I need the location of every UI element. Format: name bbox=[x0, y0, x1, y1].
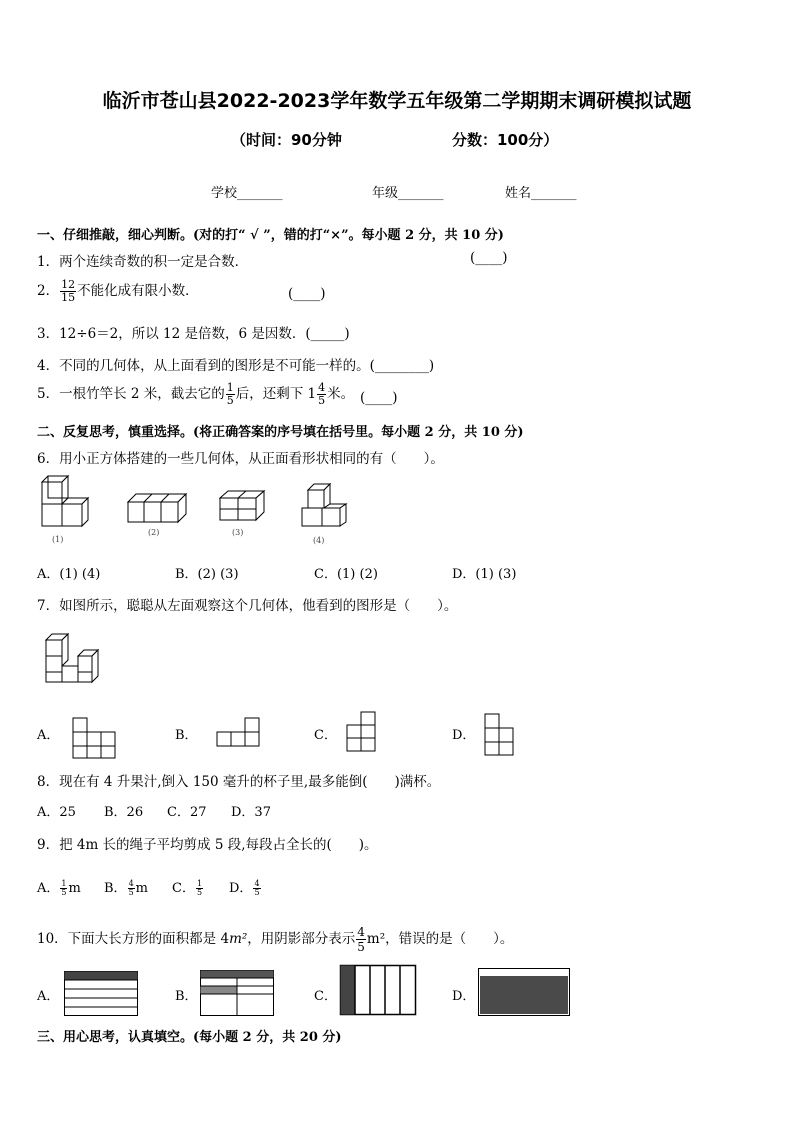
q6-figure-2 bbox=[126, 492, 190, 524]
fraction-numerator: 1 bbox=[61, 879, 67, 888]
q9-option-b[interactable] bbox=[104, 877, 148, 897]
q9-option-b-label: B． bbox=[104, 881, 127, 896]
exam-time: （时间：90分钟 bbox=[231, 131, 342, 149]
question-2-text: 不能化成有限小数． bbox=[77, 283, 199, 299]
q9-option-a[interactable] bbox=[37, 877, 81, 897]
q10-option-c[interactable]: C． bbox=[314, 989, 337, 1004]
question-5-post: 米。 bbox=[327, 386, 355, 402]
fraction-denominator: 5 bbox=[318, 394, 326, 407]
question-5-mid: 后，还剩下 1 bbox=[235, 386, 317, 402]
page-title: 临沂市苍山县2022-2023学年数学五年级第二学期期末调研模拟试题 bbox=[102, 90, 692, 112]
fraction-denominator: 5 bbox=[61, 888, 67, 897]
school-field: 学校_______ bbox=[211, 186, 283, 201]
q9-option-d-fraction bbox=[253, 880, 260, 897]
fraction-denominator: 5 bbox=[226, 394, 234, 407]
question-10-mid: ，用阴影部分表示 bbox=[247, 931, 356, 947]
question-1: 1．两个连续奇数的积一定是合数． bbox=[37, 254, 249, 270]
question-7: 7．如图所示，聪聪从左面观察这个几何体，他看到的图形是（ ）。 bbox=[37, 598, 458, 614]
q9-option-d-label: D． bbox=[229, 881, 253, 896]
q7-option-a-figure bbox=[72, 717, 116, 759]
question-3: 3．12÷6＝2，所以 12 是倍数，6 是因数．(_____) bbox=[37, 326, 350, 342]
q6-figure-4-label: (4) bbox=[313, 536, 325, 545]
question-5-blank: (____) bbox=[360, 390, 398, 406]
q10-option-d[interactable]: D． bbox=[452, 989, 476, 1004]
q9-option-c-fraction bbox=[196, 880, 203, 897]
q8-option-a[interactable]: A．25 bbox=[37, 805, 76, 820]
fraction-numerator: 1 bbox=[226, 381, 234, 394]
q6-figure-1-label: (1) bbox=[52, 535, 64, 544]
fraction-denominator: 5 bbox=[128, 888, 134, 897]
question-8: 8．现在有 4 升果汁,倒入 150 毫升的杯子里,最多能倒( )满杯。 bbox=[37, 774, 441, 790]
q6-figure-3 bbox=[218, 490, 268, 522]
fraction-denominator: 5 bbox=[357, 940, 365, 954]
fraction-4-5 bbox=[356, 925, 366, 954]
question-2-blank: (____) bbox=[288, 286, 326, 302]
q10-option-a[interactable]: A． bbox=[37, 989, 60, 1004]
q7-option-a[interactable]: A． bbox=[37, 728, 60, 743]
q8-option-c[interactable]: C．27 bbox=[167, 805, 207, 820]
fraction-numerator: 4 bbox=[357, 925, 365, 939]
q10-option-b-figure bbox=[200, 970, 274, 1016]
section1-heading: 一、仔细推敲，细心判断。(对的打“ √ ”，错的打“×”。每小题 2 分，共 10 分) bbox=[37, 228, 504, 243]
fraction-numerator: 4 bbox=[254, 879, 260, 888]
question-1-blank: (____) bbox=[470, 250, 508, 266]
q10-option-c-figure bbox=[340, 965, 416, 1015]
fraction-numerator: 4 bbox=[128, 879, 134, 888]
q10-option-d-figure bbox=[478, 968, 570, 1016]
fraction-4-5 bbox=[317, 382, 326, 407]
fraction-denominator: 5 bbox=[254, 888, 260, 897]
q10-option-a-figure bbox=[64, 971, 138, 1016]
q6-figure-3-label: (3) bbox=[232, 528, 244, 537]
q9-option-d[interactable] bbox=[229, 877, 262, 897]
question-10-post: m²，错误的是（ ）。 bbox=[366, 931, 514, 947]
name-field: 姓名_______ bbox=[505, 186, 577, 201]
q7-option-c[interactable]: C． bbox=[314, 728, 337, 743]
q7-option-b[interactable]: B． bbox=[175, 728, 198, 743]
fraction-numerator: 12 bbox=[61, 278, 76, 291]
q9-option-b-fraction bbox=[128, 880, 135, 897]
fraction-12-15 bbox=[60, 279, 76, 304]
q6-figure-4 bbox=[300, 482, 350, 530]
q7-option-d-figure bbox=[484, 713, 514, 757]
q6-figure-1 bbox=[40, 480, 100, 530]
q7-solid-figure bbox=[44, 632, 104, 684]
q9-option-a-fraction bbox=[60, 880, 67, 897]
question-9: 9．把 4m 长的绳子平均剪成 5 段,每段占全长的( )。 bbox=[37, 837, 378, 853]
q6-option-b[interactable]: B．(2) (3) bbox=[175, 567, 239, 582]
q9-option-c-label: C． bbox=[172, 881, 195, 896]
question-5-pre: 5．一根竹竿长 2 米，截去它的 bbox=[37, 386, 225, 402]
question-10 bbox=[37, 925, 513, 954]
question-4: 4．不同的几何体，从上面看到的图形是不可能一样的。(________) bbox=[37, 358, 435, 374]
q9-option-c[interactable] bbox=[172, 877, 204, 897]
fraction-numerator: 4 bbox=[318, 381, 326, 394]
q10-option-b[interactable]: B． bbox=[175, 989, 198, 1004]
fraction-numerator: 1 bbox=[196, 879, 203, 888]
q8-option-d[interactable]: D．37 bbox=[231, 805, 271, 820]
q9-option-b-unit: m bbox=[135, 881, 148, 896]
q9-option-a-unit: m bbox=[68, 881, 81, 896]
q8-option-b[interactable]: B．26 bbox=[104, 805, 144, 820]
q7-option-b-figure bbox=[216, 717, 260, 747]
question-2-num: 2． bbox=[37, 283, 60, 299]
exam-score: 分数：100分） bbox=[452, 131, 559, 149]
q6-option-c[interactable]: C．(1) (2) bbox=[314, 567, 378, 582]
fraction-1-5 bbox=[226, 382, 235, 407]
section2-heading: 二、反复思考，慎重选择。(将正确答案的序号填在括号里。每小题 2 分，共 10 分) bbox=[37, 425, 524, 440]
q6-option-a[interactable]: A．(1) (4) bbox=[37, 567, 101, 582]
grade-field: 年级_______ bbox=[372, 186, 444, 201]
fraction-denominator: 15 bbox=[61, 291, 76, 304]
q6-option-d[interactable]: D．(1) (3) bbox=[452, 567, 517, 582]
question-6: 6．用小正方体搭建的一些几何体，从正面看形状相同的有（ ）。 bbox=[37, 451, 444, 467]
fraction-denominator: 5 bbox=[196, 888, 203, 897]
q7-option-c-figure bbox=[346, 711, 376, 757]
q7-option-d[interactable]: D． bbox=[452, 728, 476, 743]
q6-figure-2-label: (2) bbox=[148, 528, 160, 537]
section3-heading: 三、用心思考，认真填空。(每小题 2 分，共 20 分) bbox=[37, 1030, 342, 1045]
unit-m2: m² bbox=[229, 931, 248, 947]
question-10-pre: 10．下面大长方形的面积都是 4 bbox=[37, 931, 230, 947]
question-5 bbox=[37, 382, 354, 407]
q9-option-a-label: A． bbox=[37, 881, 60, 896]
question-2 bbox=[37, 279, 199, 304]
